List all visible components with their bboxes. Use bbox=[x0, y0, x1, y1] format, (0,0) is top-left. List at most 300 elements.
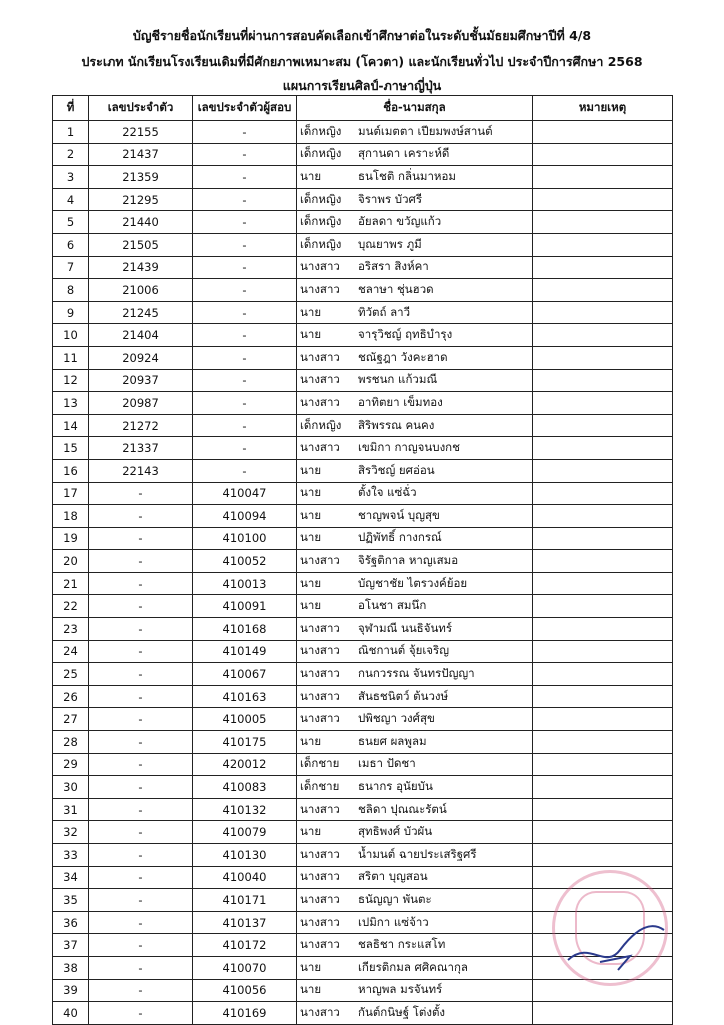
student-name: อโนชา สมนึก bbox=[358, 598, 427, 613]
remarks bbox=[533, 527, 673, 550]
exam-id: 410168 bbox=[193, 618, 297, 641]
exam-id: 420012 bbox=[193, 753, 297, 776]
student-id: - bbox=[89, 776, 193, 799]
student-name: มนต์เมตตา เปียมพงษ์สานต์ bbox=[358, 123, 493, 138]
student-id: 21404 bbox=[89, 324, 193, 347]
full-name-cell bbox=[297, 572, 533, 595]
student-name: พรชนก แก้วมณี bbox=[358, 372, 438, 387]
full-name-cell bbox=[297, 346, 533, 369]
full-name-cell bbox=[297, 188, 533, 211]
name-title: เด็กหญิง bbox=[300, 417, 342, 432]
name-title: นางสาว bbox=[300, 349, 340, 364]
student-name: ณิชกานต์ จุ้ยเจริญ bbox=[358, 643, 450, 658]
name-title: นาย bbox=[300, 507, 322, 522]
name-title: เด็กชาย bbox=[300, 779, 340, 794]
row-number: 17 bbox=[53, 482, 89, 505]
table-row bbox=[53, 731, 673, 754]
student-name: สุทธิพงศ์ บัวผัน bbox=[358, 824, 433, 839]
table-row bbox=[53, 1002, 673, 1025]
full-name-cell bbox=[297, 459, 533, 482]
student-id: 21295 bbox=[89, 188, 193, 211]
full-name-cell bbox=[297, 143, 533, 166]
row-number: 27 bbox=[53, 708, 89, 731]
exam-id: 410175 bbox=[193, 731, 297, 754]
remarks bbox=[533, 776, 673, 799]
table-row bbox=[53, 753, 673, 776]
name-title: นาย bbox=[300, 168, 322, 183]
student-name: ปพิชญา วงศ์สุข bbox=[358, 711, 435, 726]
remarks bbox=[533, 685, 673, 708]
student-id: - bbox=[89, 956, 193, 979]
table-row bbox=[53, 505, 673, 528]
remarks bbox=[533, 708, 673, 731]
full-name-cell bbox=[297, 708, 533, 731]
student-id: - bbox=[89, 844, 193, 867]
exam-id: - bbox=[193, 256, 297, 279]
table-row bbox=[53, 708, 673, 731]
table-row bbox=[53, 685, 673, 708]
student-id: - bbox=[89, 911, 193, 934]
remarks bbox=[533, 505, 673, 528]
table-row bbox=[53, 572, 673, 595]
remarks bbox=[533, 211, 673, 234]
full-name-cell bbox=[297, 640, 533, 663]
full-name-cell bbox=[297, 618, 533, 641]
full-name-cell bbox=[297, 437, 533, 460]
full-name-cell bbox=[297, 595, 533, 618]
table-row bbox=[53, 482, 673, 505]
name-title: นาย bbox=[300, 824, 322, 839]
student-name: ธนโชติ กลิ่นมาหอม bbox=[358, 168, 456, 183]
full-name-cell bbox=[297, 166, 533, 189]
full-name-cell bbox=[297, 866, 533, 889]
row-number: 9 bbox=[53, 301, 89, 324]
student-name: กนกวรรณ จันทรปัญญา bbox=[358, 666, 475, 681]
student-name: ชาญพจน์ บุญสุข bbox=[358, 507, 440, 522]
exam-id: 410070 bbox=[193, 956, 297, 979]
exam-id: - bbox=[193, 459, 297, 482]
full-name-cell bbox=[297, 527, 533, 550]
full-name-cell bbox=[297, 301, 533, 324]
full-name-cell bbox=[297, 776, 533, 799]
exam-id: 410005 bbox=[193, 708, 297, 731]
student-id: - bbox=[89, 889, 193, 912]
student-name: เขมิกา กาญจนบงกช bbox=[358, 440, 460, 455]
exam-id: - bbox=[193, 324, 297, 347]
row-number: 8 bbox=[53, 279, 89, 302]
row-number: 37 bbox=[53, 934, 89, 957]
remarks bbox=[533, 166, 673, 189]
row-number: 35 bbox=[53, 889, 89, 912]
name-title: นาย bbox=[300, 304, 322, 319]
student-name: ตั้งใจ แซ่ฉั่ว bbox=[358, 485, 417, 500]
remarks bbox=[533, 188, 673, 211]
full-name-cell bbox=[297, 482, 533, 505]
table-row bbox=[53, 369, 673, 392]
row-number: 15 bbox=[53, 437, 89, 460]
table-row bbox=[53, 550, 673, 573]
table-row bbox=[53, 776, 673, 799]
row-number: 33 bbox=[53, 844, 89, 867]
remarks bbox=[533, 731, 673, 754]
row-number: 14 bbox=[53, 414, 89, 437]
name-title: นาย bbox=[300, 733, 322, 748]
table-row bbox=[53, 979, 673, 1002]
remarks bbox=[533, 844, 673, 867]
col-header-student-id: เลขประจำตัว bbox=[89, 96, 193, 121]
table-row bbox=[53, 459, 673, 482]
student-name: หาญพล มรจันทร์ bbox=[358, 982, 443, 997]
student-id: - bbox=[89, 550, 193, 573]
table-row bbox=[53, 279, 673, 302]
student-name: ธนยศ ผลพูลม bbox=[358, 733, 427, 748]
row-number: 2 bbox=[53, 143, 89, 166]
student-id: - bbox=[89, 685, 193, 708]
table-body bbox=[53, 121, 673, 1025]
remarks bbox=[533, 1002, 673, 1025]
student-id: - bbox=[89, 1002, 193, 1025]
table-row bbox=[53, 618, 673, 641]
student-id: 21006 bbox=[89, 279, 193, 302]
row-number: 28 bbox=[53, 731, 89, 754]
row-number: 1 bbox=[53, 121, 89, 144]
student-name: เมธา ปัดชา bbox=[358, 756, 416, 771]
remarks bbox=[533, 889, 673, 912]
name-title: นางสาว bbox=[300, 1004, 340, 1019]
student-id: - bbox=[89, 866, 193, 889]
row-number: 23 bbox=[53, 618, 89, 641]
col-header-remarks: หมายเหตุ bbox=[533, 96, 673, 121]
table-row bbox=[53, 166, 673, 189]
col-header-full-name: ชื่อ-นามสกุล bbox=[297, 96, 533, 121]
full-name-cell bbox=[297, 121, 533, 144]
student-id: 21440 bbox=[89, 211, 193, 234]
student-id: - bbox=[89, 663, 193, 686]
full-name-cell bbox=[297, 324, 533, 347]
remarks bbox=[533, 550, 673, 573]
row-number: 5 bbox=[53, 211, 89, 234]
name-title: เด็กชาย bbox=[300, 756, 340, 771]
student-name: จุฬามณี นนธิจันทร์ bbox=[358, 620, 453, 635]
name-title: นาย bbox=[300, 575, 322, 590]
student-name: สิรวิชญ์ ยศอ่อน bbox=[358, 462, 435, 477]
student-name: สิริพรรณ คนคง bbox=[358, 417, 435, 432]
exam-id: 410100 bbox=[193, 527, 297, 550]
remarks bbox=[533, 437, 673, 460]
remarks bbox=[533, 414, 673, 437]
student-id: - bbox=[89, 527, 193, 550]
table-row bbox=[53, 844, 673, 867]
name-title: เด็กหญิง bbox=[300, 146, 342, 161]
name-title: นางสาว bbox=[300, 394, 340, 409]
table-row bbox=[53, 211, 673, 234]
exam-id: 410137 bbox=[193, 911, 297, 934]
exam-id: 410149 bbox=[193, 640, 297, 663]
student-name: อัยลดา ขวัญแก้ว bbox=[358, 214, 442, 229]
student-name: จารุวิชญ์ ฤทธิบำรุง bbox=[358, 327, 453, 342]
row-number: 30 bbox=[53, 776, 89, 799]
name-title: นางสาว bbox=[300, 643, 340, 658]
row-number: 34 bbox=[53, 866, 89, 889]
student-id: - bbox=[89, 618, 193, 641]
exam-id: 410163 bbox=[193, 685, 297, 708]
student-id: 20924 bbox=[89, 346, 193, 369]
student-name: ปฏิพัทธิ์ กางกรณ์ bbox=[358, 530, 442, 545]
student-id: 20937 bbox=[89, 369, 193, 392]
table-row bbox=[53, 256, 673, 279]
remarks bbox=[533, 753, 673, 776]
exam-id: 410079 bbox=[193, 821, 297, 844]
name-title: นางสาว bbox=[300, 937, 340, 952]
table-row bbox=[53, 346, 673, 369]
name-title: นางสาว bbox=[300, 688, 340, 703]
table-row bbox=[53, 143, 673, 166]
row-number: 11 bbox=[53, 346, 89, 369]
student-id: 21245 bbox=[89, 301, 193, 324]
student-name: ทิวัตถ์ ลาวี bbox=[358, 304, 411, 319]
exam-id: - bbox=[193, 414, 297, 437]
row-number: 31 bbox=[53, 798, 89, 821]
row-number: 24 bbox=[53, 640, 89, 663]
remarks bbox=[533, 256, 673, 279]
full-name-cell bbox=[297, 256, 533, 279]
student-name: สุกานดา เคราะห์ดี bbox=[358, 146, 450, 161]
table-row bbox=[53, 233, 673, 256]
exam-id: 410172 bbox=[193, 934, 297, 957]
student-id: 21439 bbox=[89, 256, 193, 279]
exam-id: 410171 bbox=[193, 889, 297, 912]
table-row bbox=[53, 188, 673, 211]
exam-id: - bbox=[193, 211, 297, 234]
remarks bbox=[533, 798, 673, 821]
name-title: นางสาว bbox=[300, 914, 340, 929]
remarks bbox=[533, 346, 673, 369]
name-title: นาย bbox=[300, 530, 322, 545]
remarks bbox=[533, 595, 673, 618]
exam-id: 410094 bbox=[193, 505, 297, 528]
exam-id: 410040 bbox=[193, 866, 297, 889]
row-number: 7 bbox=[53, 256, 89, 279]
student-id: - bbox=[89, 505, 193, 528]
student-id: - bbox=[89, 482, 193, 505]
student-id: 21437 bbox=[89, 143, 193, 166]
student-name: สันธชนิตว์ ต้นวงษ์ bbox=[358, 688, 449, 703]
exam-id: - bbox=[193, 301, 297, 324]
student-name: น้ำมนต์ ฉายประเสริฐศรี bbox=[358, 846, 477, 861]
name-title: เด็กหญิง bbox=[300, 236, 342, 251]
full-name-cell bbox=[297, 956, 533, 979]
name-title: นางสาว bbox=[300, 666, 340, 681]
remarks bbox=[533, 934, 673, 957]
document-title: บัญชีรายชื่อนักเรียนที่ผ่านการสอบคัดเลือกเข้าศึกษาต่อในระดับชั้นมัธยมศึกษาปีที่ 4/8 bbox=[132, 28, 592, 43]
remarks bbox=[533, 233, 673, 256]
remarks bbox=[533, 392, 673, 415]
table-row bbox=[53, 121, 673, 144]
student-id: - bbox=[89, 595, 193, 618]
full-name-cell bbox=[297, 934, 533, 957]
remarks bbox=[533, 979, 673, 1002]
full-name-cell bbox=[297, 233, 533, 256]
row-number: 18 bbox=[53, 505, 89, 528]
exam-id: - bbox=[193, 392, 297, 415]
full-name-cell bbox=[297, 211, 533, 234]
remarks bbox=[533, 956, 673, 979]
exam-id: 410013 bbox=[193, 572, 297, 595]
remarks bbox=[533, 369, 673, 392]
table-row bbox=[53, 301, 673, 324]
student-id: - bbox=[89, 979, 193, 1002]
exam-id: - bbox=[193, 143, 297, 166]
table-row bbox=[53, 640, 673, 663]
row-number: 39 bbox=[53, 979, 89, 1002]
full-name-cell bbox=[297, 798, 533, 821]
row-number: 36 bbox=[53, 911, 89, 934]
table-row bbox=[53, 956, 673, 979]
name-title: นางสาว bbox=[300, 372, 340, 387]
full-name-cell bbox=[297, 392, 533, 415]
full-name-cell bbox=[297, 911, 533, 934]
name-title: นางสาว bbox=[300, 553, 340, 568]
full-name-cell bbox=[297, 889, 533, 912]
exam-id: 410067 bbox=[193, 663, 297, 686]
name-title: เด็กหญิง bbox=[300, 123, 342, 138]
remarks bbox=[533, 324, 673, 347]
col-header-number: ที่ bbox=[53, 96, 89, 121]
remarks bbox=[533, 618, 673, 641]
full-name-cell bbox=[297, 731, 533, 754]
name-title: นางสาว bbox=[300, 440, 340, 455]
full-name-cell bbox=[297, 505, 533, 528]
student-name: บัญชาชัย ไตรวงค์ย้อย bbox=[358, 575, 468, 590]
name-title: นางสาว bbox=[300, 259, 340, 274]
table-row bbox=[53, 437, 673, 460]
exam-id: - bbox=[193, 121, 297, 144]
full-name-cell bbox=[297, 279, 533, 302]
table-row bbox=[53, 911, 673, 934]
exam-id: - bbox=[193, 188, 297, 211]
row-number: 20 bbox=[53, 550, 89, 573]
exam-id: 410083 bbox=[193, 776, 297, 799]
name-title: นาย bbox=[300, 462, 322, 477]
remarks bbox=[533, 459, 673, 482]
full-name-cell bbox=[297, 821, 533, 844]
exam-id: 410052 bbox=[193, 550, 297, 573]
exam-id: 410091 bbox=[193, 595, 297, 618]
name-title: นางสาว bbox=[300, 711, 340, 726]
full-name-cell bbox=[297, 979, 533, 1002]
exam-id: 410132 bbox=[193, 798, 297, 821]
student-id: 21337 bbox=[89, 437, 193, 460]
student-id: - bbox=[89, 798, 193, 821]
name-title: นางสาว bbox=[300, 846, 340, 861]
remarks bbox=[533, 279, 673, 302]
student-id: - bbox=[89, 731, 193, 754]
row-number: 38 bbox=[53, 956, 89, 979]
name-title: เด็กหญิง bbox=[300, 214, 342, 229]
row-number: 3 bbox=[53, 166, 89, 189]
student-id: 22143 bbox=[89, 459, 193, 482]
table-header-row bbox=[53, 96, 673, 121]
remarks bbox=[533, 143, 673, 166]
table-row bbox=[53, 866, 673, 889]
row-number: 22 bbox=[53, 595, 89, 618]
full-name-cell bbox=[297, 550, 533, 573]
student-id: 21505 bbox=[89, 233, 193, 256]
student-name: ชลาษา ชุ่นฮวด bbox=[358, 281, 434, 296]
exam-id: - bbox=[193, 166, 297, 189]
student-name: ชณัฐฎา วังคะฮาด bbox=[358, 349, 448, 364]
name-title: นาย bbox=[300, 959, 322, 974]
student-id: 22155 bbox=[89, 121, 193, 144]
student-id: - bbox=[89, 572, 193, 595]
full-name-cell bbox=[297, 1002, 533, 1025]
full-name-cell bbox=[297, 663, 533, 686]
table-row bbox=[53, 663, 673, 686]
row-number: 16 bbox=[53, 459, 89, 482]
remarks bbox=[533, 911, 673, 934]
student-name: ธนากร อุนัยบัน bbox=[358, 779, 433, 794]
student-id: 21359 bbox=[89, 166, 193, 189]
remarks bbox=[533, 482, 673, 505]
exam-id: 410056 bbox=[193, 979, 297, 1002]
student-name: จิราพร บัวศรี bbox=[358, 191, 423, 206]
remarks bbox=[533, 121, 673, 144]
table-row bbox=[53, 392, 673, 415]
student-id: - bbox=[89, 934, 193, 957]
remarks bbox=[533, 663, 673, 686]
name-title: นาย bbox=[300, 485, 322, 500]
row-number: 26 bbox=[53, 685, 89, 708]
student-name: ชลธิชา กระแสโท bbox=[358, 937, 446, 952]
remarks bbox=[533, 640, 673, 663]
exam-id: - bbox=[193, 346, 297, 369]
exam-id: 410130 bbox=[193, 844, 297, 867]
student-list-table bbox=[52, 95, 673, 1025]
row-number: 29 bbox=[53, 753, 89, 776]
row-number: 40 bbox=[53, 1002, 89, 1025]
student-name: อาทิตยา เข็มทอง bbox=[358, 394, 443, 409]
row-number: 13 bbox=[53, 392, 89, 415]
full-name-cell bbox=[297, 685, 533, 708]
row-number: 32 bbox=[53, 821, 89, 844]
document-subtitle: ประเภท นักเรียนโรงเรียนเดิมที่มีศักยภาพเหมาะสม (โควตา) และนักเรียนทั่วไป ประจำปีการศึกษา 2568 bbox=[81, 54, 643, 69]
full-name-cell bbox=[297, 414, 533, 437]
full-name-cell bbox=[297, 753, 533, 776]
student-name: ธนัญญา พันตะ bbox=[358, 891, 432, 906]
table-row bbox=[53, 934, 673, 957]
table-row bbox=[53, 821, 673, 844]
row-number: 25 bbox=[53, 663, 89, 686]
table-row bbox=[53, 324, 673, 347]
exam-id: - bbox=[193, 369, 297, 392]
student-name: สริตา บุญสอน bbox=[358, 869, 428, 884]
col-header-exam-id: เลขประจำตัวผู้สอบ bbox=[193, 96, 297, 121]
name-title: นาย bbox=[300, 982, 322, 997]
table-row bbox=[53, 595, 673, 618]
student-id: 20987 bbox=[89, 392, 193, 415]
name-title: นางสาว bbox=[300, 801, 340, 816]
study-plan-title: แผนการเรียนศิลป์-ภาษาญี่ปุ่น bbox=[282, 78, 442, 93]
name-title: นางสาว bbox=[300, 869, 340, 884]
table-row bbox=[53, 798, 673, 821]
student-name: เกียรติกมล ศศิคณากุล bbox=[358, 959, 468, 974]
name-title: เด็กหญิง bbox=[300, 191, 342, 206]
exam-id: 410169 bbox=[193, 1002, 297, 1025]
student-id: - bbox=[89, 753, 193, 776]
full-name-cell bbox=[297, 369, 533, 392]
row-number: 19 bbox=[53, 527, 89, 550]
name-title: นาย bbox=[300, 327, 322, 342]
